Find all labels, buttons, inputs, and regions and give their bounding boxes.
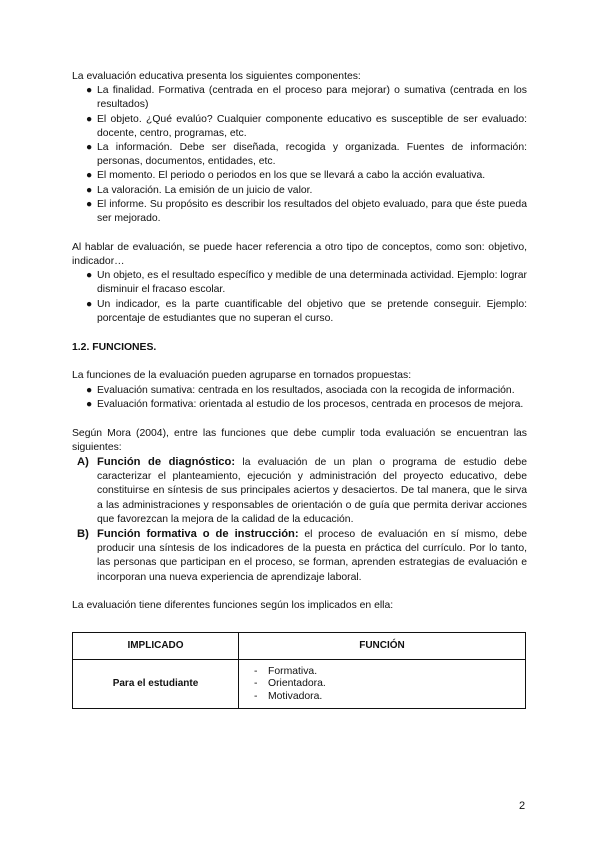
header-funcion: FUNCIÓN xyxy=(239,633,526,660)
mora-functions-list xyxy=(72,455,527,585)
list-item: ● Evaluación formativa: orientada al estudio de los procesos, centrada en procesos de mejora. xyxy=(72,398,527,412)
list-item: ● Evaluación sumativa: centrada en los resultados, asociada con la recogida de información. xyxy=(72,384,527,398)
list-item: ● Un objeto, es el resultado específico y medible de una determinada actividad. Ejemplo: lograr disminuir el fracaso escolar. xyxy=(86,270,527,296)
section-heading: 1.2. FUNCIONES. xyxy=(72,341,157,353)
list-item: ● El informe. Su propósito es describir los resultados del objeto evaluado, para que éste pueda ser mejorado. xyxy=(86,198,527,225)
item-text: la evaluación de un plan o programa de estudio debe caracterizar el planteamiento, ejecución y administración del proyecto educativo, debe constituirse en síntesis de sus principales aciertos y desaciertos. De tal manera, que le sirva a las administraciones y responsables de orientación o de guía que permita derivar acciones que favorezcan la mejora de la calidad de la educación. xyxy=(97,457,527,525)
item-letter: B) xyxy=(77,528,89,541)
list-item: ● El objeto. ¿Qué evalúo? Cualquier componente educativo es susceptible de ser evaluado: docente, centro, programas, etc. xyxy=(86,113,527,139)
concepts-list xyxy=(72,269,527,326)
bullet-icon: ● xyxy=(86,398,93,410)
bullet-icon: ● xyxy=(86,384,93,396)
bullet-icon: ● xyxy=(86,270,93,282)
bullet-icon: ● xyxy=(86,184,93,196)
list-item: ● El momento. El periodo o periodos en los que se llevará a cabo la acción evaluativa. xyxy=(72,169,527,183)
mora-paragraph: Según Mora (2004), entre las funciones que debe cumplir toda evaluación se encuentran las siguientes: xyxy=(72,427,527,453)
bullet-icon: ● xyxy=(86,113,93,125)
list-item: ● Un indicador, es la parte cuantificable del objetivo que se pretende conseguir. Ejemplo: porcentaje de estudiantes que no superan el curso. xyxy=(86,298,527,324)
item-term: Función de diagnóstico: xyxy=(97,456,236,469)
funcion-list xyxy=(240,663,524,707)
list-item: - Formativa. xyxy=(254,666,524,679)
bullet-icon: ● xyxy=(86,198,93,210)
list-item xyxy=(72,455,527,527)
implicado-cell: Para el estudiante xyxy=(73,660,239,709)
list-item: ● La valoración. La emisión de un juicio de valor. xyxy=(72,184,527,198)
function-types-list xyxy=(72,384,527,412)
intro-paragraph: La evaluación educativa presenta los siguientes componentes: xyxy=(72,71,361,82)
header-implicado: IMPLICADO xyxy=(73,633,239,660)
functions-table xyxy=(72,632,526,709)
list-item: ● La información. Debe ser diseñada, recogida y organizada. Fuentes de información: personas, documentos, entidades, etc. xyxy=(86,142,527,168)
table-header-row xyxy=(73,633,526,660)
components-list xyxy=(72,84,527,226)
list-item: ● La finalidad. Formativa (centrada en el proceso para mejorar) o sumativa (centrada en los resultados) xyxy=(86,85,527,111)
item-term: Función formativa o de instrucción: xyxy=(97,528,299,541)
funcion-cell xyxy=(239,660,526,709)
page-number: 2 xyxy=(519,800,526,812)
functions-paragraph: La funciones de la evaluación pueden agruparse en tornados propuestas: xyxy=(72,370,412,382)
list-item xyxy=(72,527,527,585)
bullet-icon: ● xyxy=(86,85,93,97)
bullet-icon: ● xyxy=(86,142,93,154)
item-letter: A) xyxy=(77,456,89,469)
bullet-icon: ● xyxy=(86,298,93,310)
bullet-icon: ● xyxy=(86,170,93,182)
list-item: - Orientadora. xyxy=(254,678,524,691)
table-row xyxy=(73,660,526,709)
list-item: - Motivadora. xyxy=(254,691,524,704)
concepts-paragraph: Al hablar de evaluación, se puede hacer referencia a otro tipo de conceptos, como son: objetivo, indicador… xyxy=(72,241,527,268)
document-page xyxy=(72,70,527,709)
item-text: el proceso de evaluación en sí mismo, debe producir una síntesis de los indicadores de la puesta en práctica del currículo. Por lo tanto, las personas que participan en el proceso, se forman, aprenden estrategias de evaluación e incorporan una nueva experiencia de aprendizaje laboral. xyxy=(97,529,527,583)
table-intro-paragraph: La evaluación tiene diferentes funciones según los implicados en ella: xyxy=(72,600,394,612)
